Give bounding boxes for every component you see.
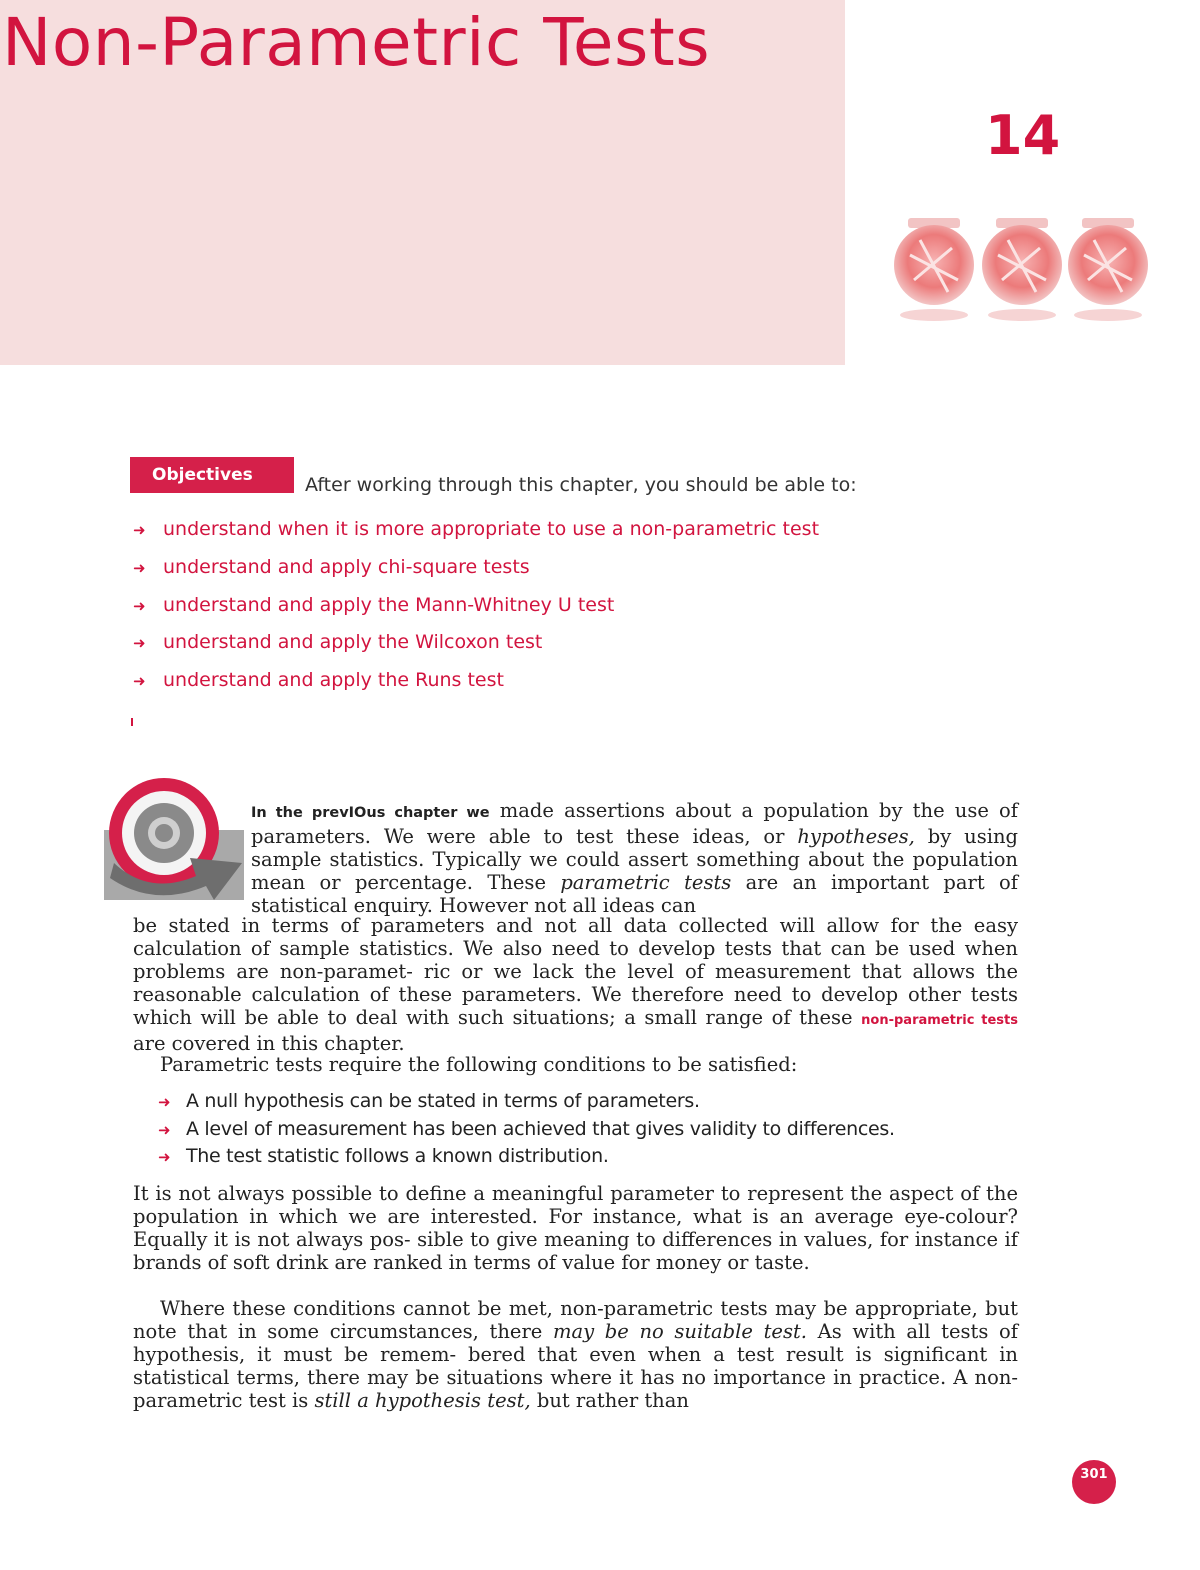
intro-paragraph-2: be stated in terms of parameters and not all data collected will allow for the easy calculation of sample statistics. We also need to develop tests that can be used when problems are non-paramet- ric or we lack the level of measurement that allows the reasonable calculation of these parameters. We therefore need to develop other tests which will be able to deal with such situations; a small range of these non-parametric tests are covered in this chapter. [133, 914, 1018, 1055]
objective-item: ➜ understand and apply the Mann-Whitney U test [133, 593, 615, 616]
divider-mark [131, 718, 133, 726]
objectives-intro: After working through this chapter, you should be able to: [305, 474, 857, 496]
objective-item: ➜ understand when it is more appropriate to use a non-parametric test [133, 518, 820, 540]
objective-item: ➜ understand and apply the Wilcoxon test [133, 631, 543, 654]
chapter-intro-icon [104, 778, 244, 900]
bullet-arrow-icon: ➜ [158, 1093, 171, 1111]
body-paragraph-4: Where these conditions cannot be met, non-parametric tests may be appropriate, but note that in some circumstances, there may be no suitable test. As with all tests of hypothesis, it must be remem- bered that even when a test result is significant in statistical terms, there may be situations where it has no importance in practice. A non-parametric test is still a hypothesis test, but rather than [133, 1297, 1018, 1412]
bullet-arrow-icon: ➜ [158, 1120, 171, 1139]
page-number-badge: 301 [1072, 1460, 1116, 1504]
jars-illustration [890, 210, 1160, 325]
objective-item: ➜ understand and apply the Runs test [133, 669, 504, 692]
intro-paragraph-1: In the prevIOus chapter we made assertions about a population by the use of parameters. We were able to test these ideas, or hypotheses, by using sample statistics. Typically we could assert something about the population mean or percentage. These parametric tests are an important part of statistical enquiry. However not all ideas can [251, 799, 1019, 917]
objective-item: ➜ understand and apply chi-square tests [133, 555, 530, 578]
bullet-arrow-icon: ➜ [133, 521, 146, 539]
bullet-arrow-icon: ➜ [133, 596, 146, 615]
chapter-title: Non-Parametric Tests [2, 4, 711, 81]
bullet-arrow-icon: ➜ [133, 634, 146, 653]
bullet-arrow-icon: ➜ [158, 1148, 171, 1166]
condition-item: ➜ A null hypothesis can be stated in terms of parameters. [158, 1090, 700, 1112]
objectives-list [133, 518, 819, 707]
bullet-arrow-icon: ➜ [133, 672, 146, 691]
conditions-intro: Parametric tests require the following conditions to be satisfied: [160, 1053, 798, 1076]
chapter-number: 14 [985, 104, 1061, 167]
bullet-arrow-icon: ➜ [133, 558, 146, 577]
condition-item: ➜ The test statistic follows a known distribution. [158, 1145, 609, 1167]
objectives-badge: Objectives [130, 457, 294, 493]
condition-item: ➜ A level of measurement has been achieved that gives validity to differences. [158, 1117, 895, 1140]
body-paragraph-3: It is not always possible to define a meaningful parameter to represent the aspect of the population in which we are interested. For instance, what is an average eye-colour? Equally it is not always pos- sible to give meaning to differences in values, for instance if brands of soft drink are ranked in terms of value for money or taste. [133, 1182, 1018, 1274]
conditions-list [158, 1090, 895, 1173]
